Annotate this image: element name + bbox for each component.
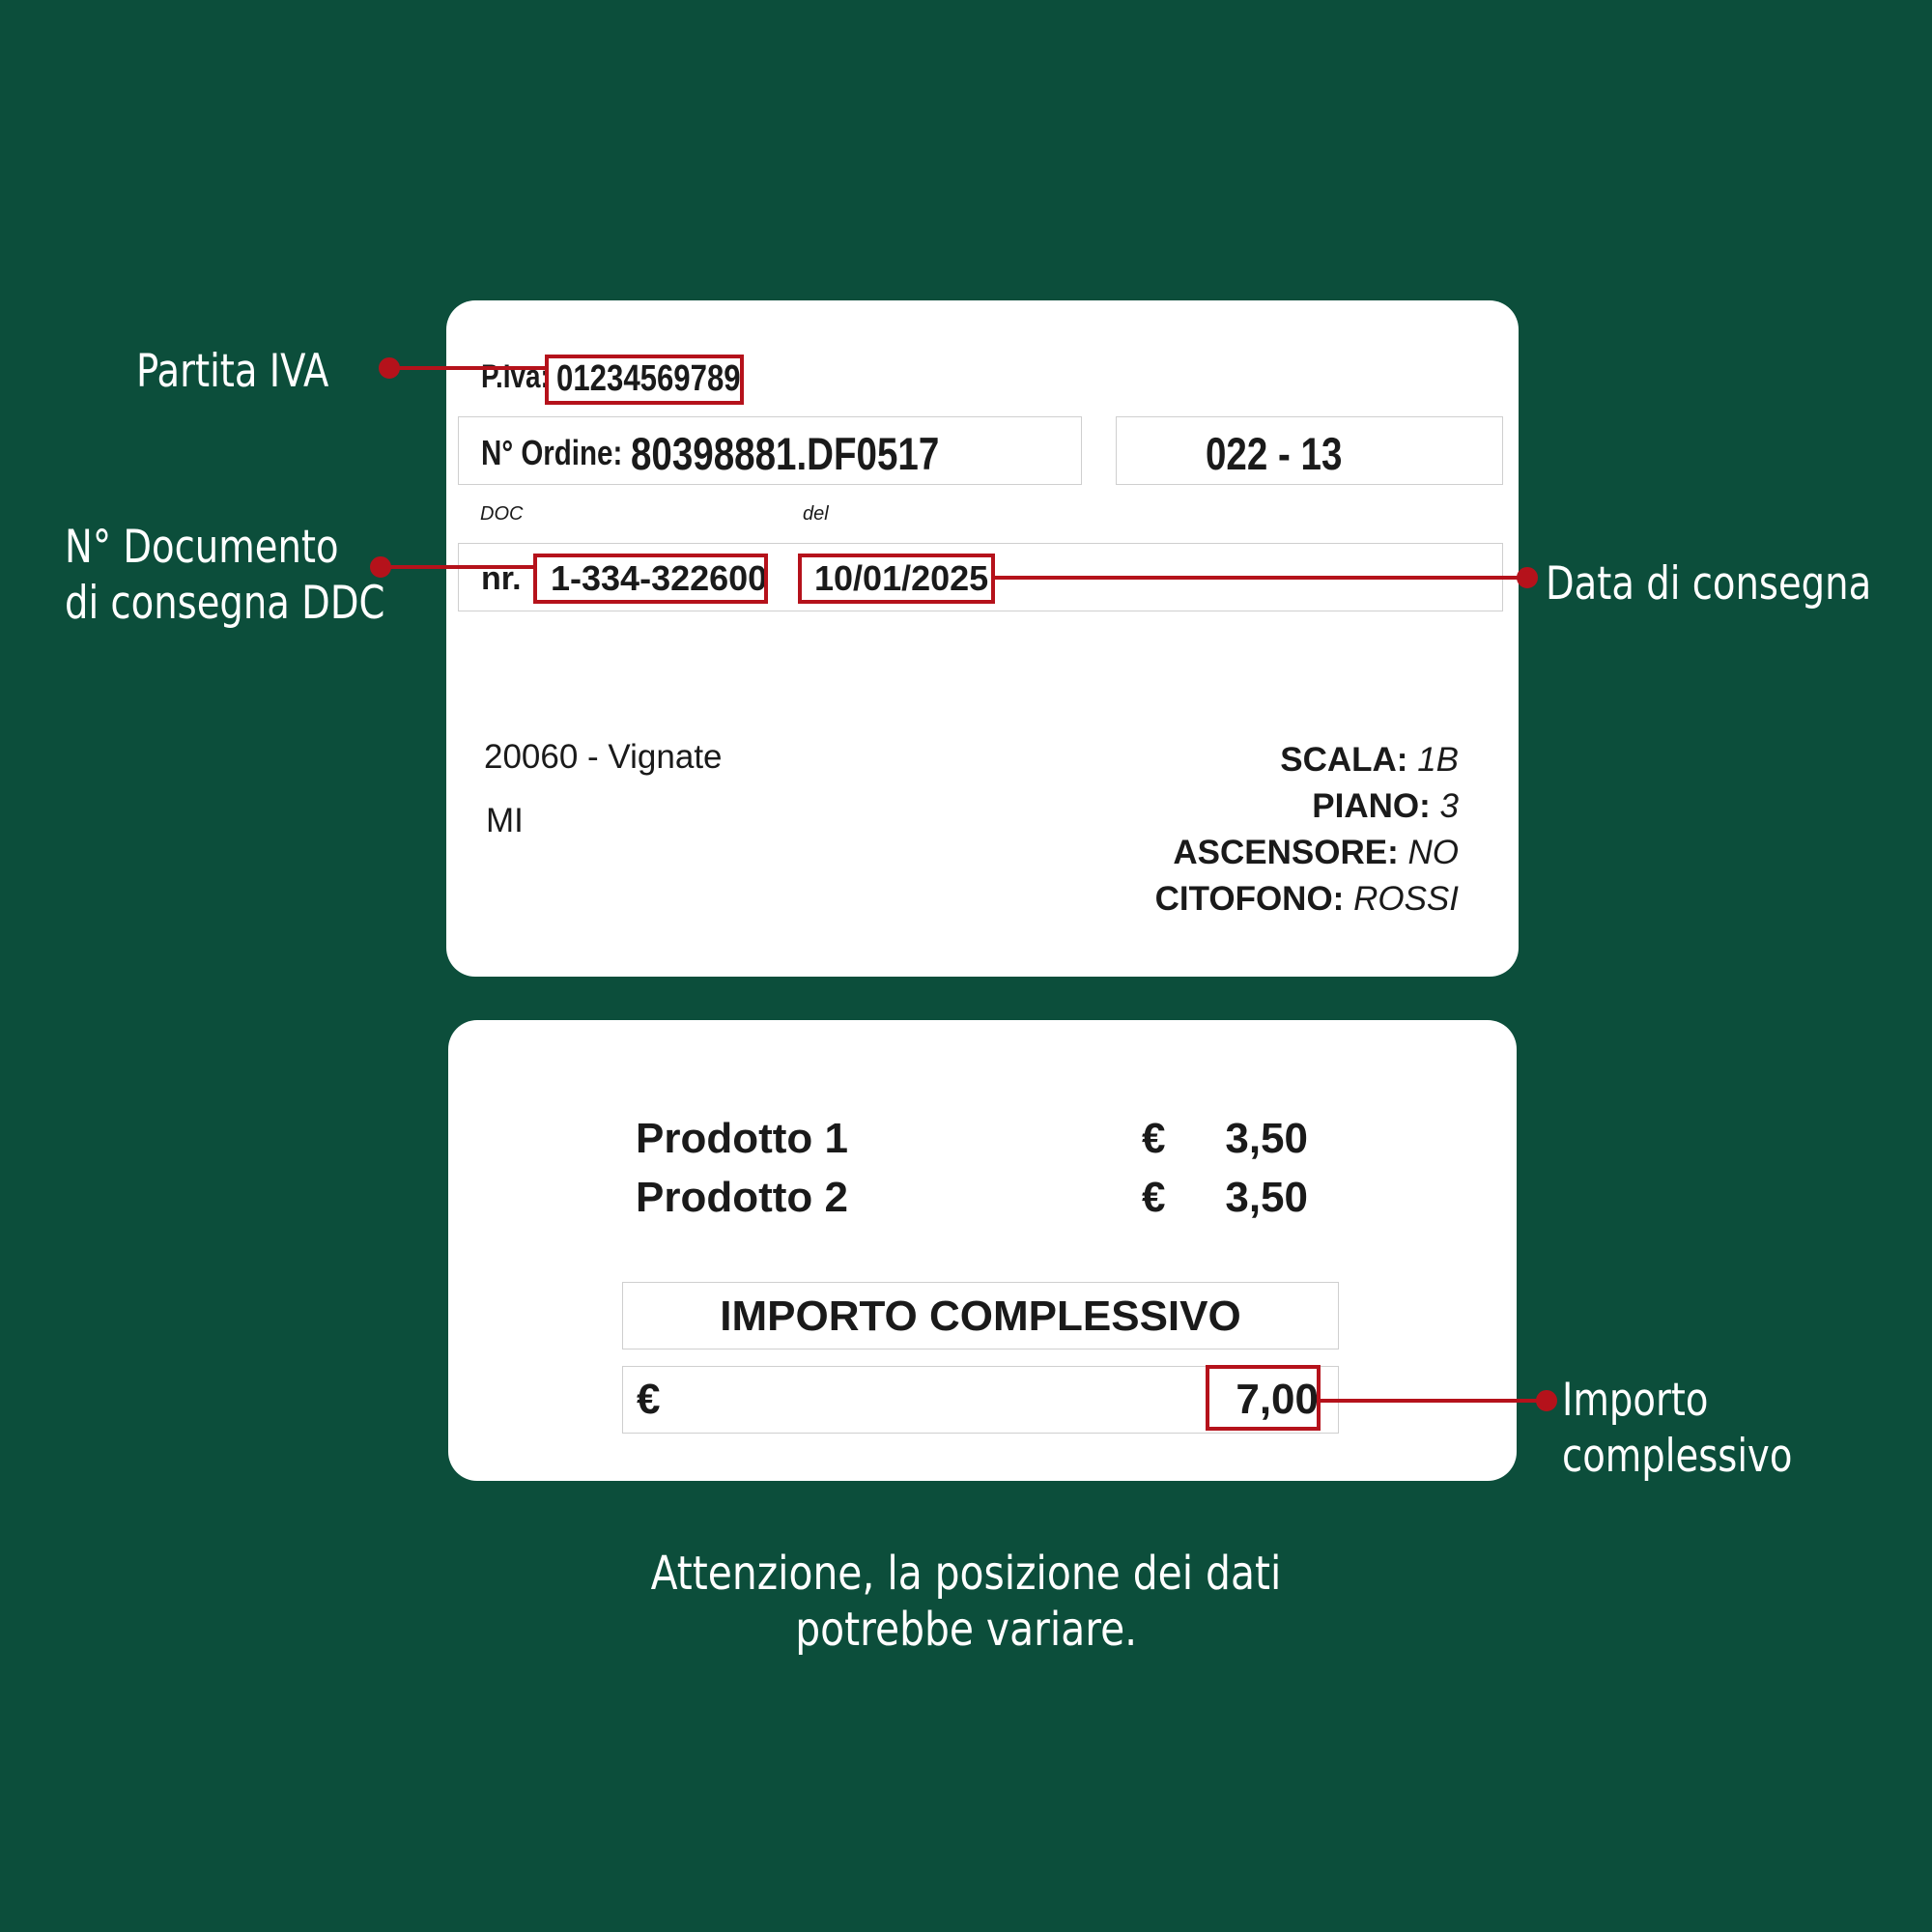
totals-card [448, 1020, 1517, 1481]
province-text: MI [486, 802, 524, 839]
doc-label: DOC [480, 503, 524, 525]
delivery-details [976, 737, 1459, 923]
product-currency-2: € [1142, 1174, 1166, 1221]
delivery-date-value: 10/01/2025 [814, 558, 989, 598]
detail-ascensore: ASCENSORE: NO [1173, 834, 1459, 871]
highlight-delivery-date [798, 554, 995, 604]
leader-dot-total [1538, 1392, 1555, 1409]
product-name-2: Prodotto 2 [636, 1174, 848, 1221]
total-label-box [622, 1282, 1339, 1350]
code-value: 022 - 13 [1206, 428, 1343, 479]
product-name-1: Prodotto 1 [636, 1115, 848, 1162]
nr-value: 1-334-322600 [551, 558, 768, 598]
product-price-2: 3,50 [1225, 1174, 1308, 1221]
callout-documento-consegna: N° Documento di consegna DDC [65, 521, 385, 630]
code-box [1116, 416, 1503, 485]
highlight-piva [545, 355, 744, 405]
ordine-label: N° Ordine: [481, 433, 623, 472]
total-value: 7,00 [1236, 1376, 1319, 1423]
footnote-warning: Attenzione, la posizione dei dati potrebbe variare. [650, 1547, 1282, 1657]
total-currency: € [637, 1376, 661, 1423]
nr-label: nr. [481, 560, 522, 597]
highlight-total [1206, 1365, 1321, 1431]
leader-dot-piva [381, 359, 398, 377]
product-currency-1: € [1142, 1115, 1166, 1162]
total-label: IMPORTO COMPLESSIVO [720, 1293, 1241, 1340]
ordine-value: 80398881.DF0517 [631, 428, 940, 479]
callout-partita-iva: Partita IVA [136, 345, 329, 398]
piva-label: P.Iva: [481, 358, 550, 395]
ordine-box [458, 416, 1082, 485]
callout-data-consegna: Data di consegna [1546, 557, 1872, 611]
product-price-1: 3,50 [1225, 1115, 1308, 1162]
leader-dot-date [1519, 569, 1536, 586]
detail-piano: PIANO: 3 [1312, 787, 1459, 825]
callout-importo-complessivo: Importo complessivo [1562, 1374, 1793, 1483]
highlight-document-number [533, 554, 768, 604]
piva-value: 01234569789 [556, 358, 741, 399]
del-label: del [803, 503, 829, 525]
city-text: 20060 - Vignate [484, 738, 723, 776]
detail-scala: SCALA: 1B [1280, 741, 1459, 779]
detail-citofono: CITOFONO: ROSSI [1154, 880, 1459, 918]
